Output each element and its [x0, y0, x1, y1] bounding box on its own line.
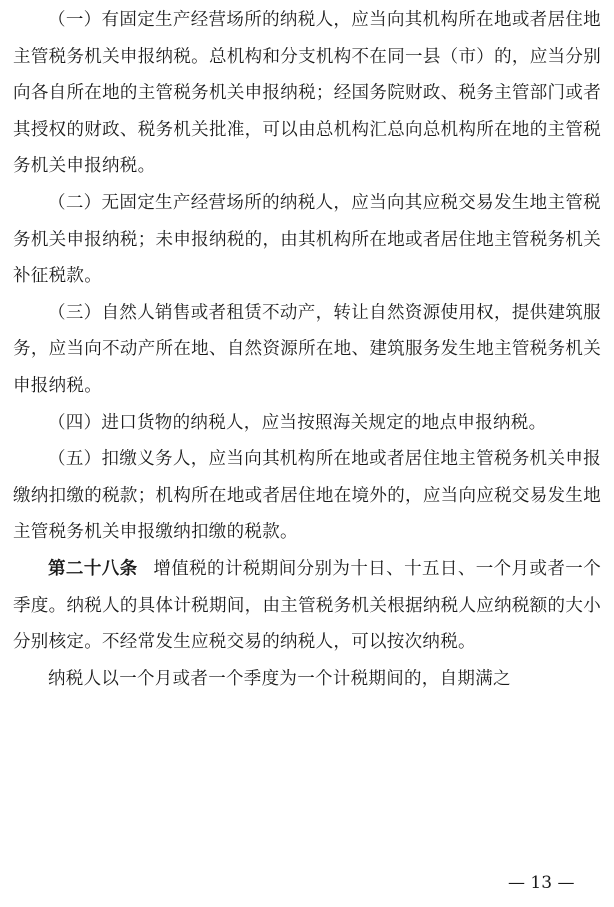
paragraph-article-28 — [13, 551, 601, 661]
paragraph-clause-3: （三）自然人销售或者租赁不动产，转让自然资源使用权，提供建筑服务，应当向不动产所在地、自然资源所在地、建筑服务发生地主管税务机关申报纳税。 — [13, 302, 601, 396]
paragraph-article-28-continued: 纳税人以一个月或者一个季度为一个计税期间的，自期满之 — [48, 668, 511, 689]
article-heading: 第二十八条 — [48, 558, 138, 579]
paragraph-clause-2: （二）无固定生产经营场所的纳税人，应当向其应税交易发生地主管税务机关申报纳税；未申报纳税的，由其机构所在地或者居住地主管税务机关补征税款。 — [13, 192, 601, 287]
paragraph-clause-4: （四）进口货物的纳税人，应当按照海关规定的地点申报纳税。 — [48, 412, 547, 433]
article-body: 增值税的计税期间分别为十日、十五日、一个月或者一个季度。纳税人的具体计税期间，由主管税务机关根据纳税人应纳税额的大小分别核定。不经常发生应税交易的纳税人，可以按次纳税。 — [13, 558, 601, 653]
paragraph-clause-1: （一）有固定生产经营场所的纳税人，应当向其机构所在地或者居住地主管税务机关申报纳税。总机构和分支机构不在同一县（市）的，应当分别向各自所在地的主管税务机关申报纳税；经国务院财政、税务主管部门或者其授权的财政、税务机关批准，可以由总机构汇总向总机构所在地的主管税务机关申报纳税。 — [13, 10, 601, 177]
document-page — [13, 2, 601, 697]
paragraph-clause-5: （五）扣缴义务人，应当向其机构所在地或者居住地主管税务机关申报缴纳扣缴的税款；机构所在地或者居住地在境外的，应当向应税交易发生地主管税务机关申报缴纳扣缴的税款。 — [13, 449, 601, 543]
page-number: — 13 — — [508, 873, 575, 893]
